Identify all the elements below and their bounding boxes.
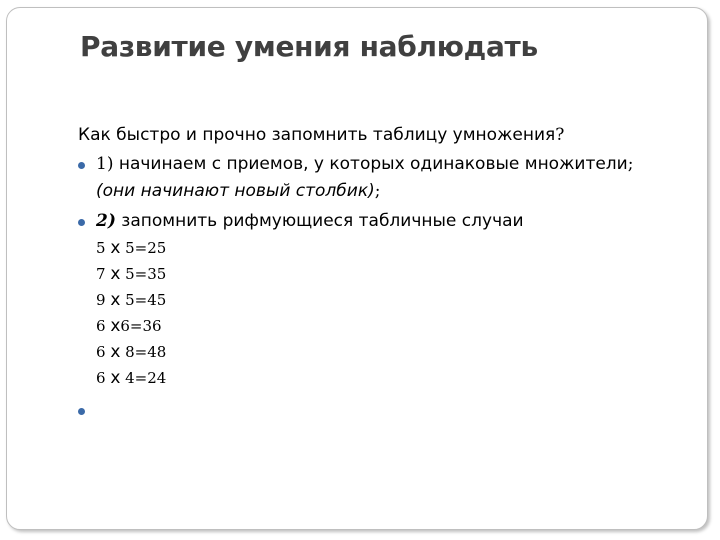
case-line bbox=[96, 287, 678, 313]
case-line bbox=[96, 235, 678, 261]
bullet-1-italic-note: (они начинают новый столбик) bbox=[96, 181, 375, 201]
case-factor-b: 5=45 bbox=[120, 291, 167, 309]
bullet-1-number: 1) bbox=[96, 154, 114, 174]
bullet-1-text: начинаем с приемов, у которых одинаковые множители bbox=[118, 154, 628, 174]
intro-question-mark: ? bbox=[555, 125, 565, 145]
bullet-item-1 bbox=[78, 151, 678, 205]
case-factor-b: 5=25 bbox=[120, 239, 167, 257]
bullet-2-text: запомнить рифмующиеся табличные случаи bbox=[115, 211, 524, 231]
case-factor-a: 9 bbox=[96, 291, 111, 309]
case-factor-b: 6=36 bbox=[120, 317, 162, 335]
bullet-1-semicolon: ; bbox=[627, 154, 634, 174]
case-line bbox=[96, 261, 678, 287]
case-factor-b: 4=24 bbox=[120, 369, 167, 387]
rhyming-cases-list bbox=[78, 235, 678, 391]
case-factor-a: 6 bbox=[96, 343, 111, 361]
times-sign: х bbox=[110, 342, 121, 362]
case-factor-b: 8=48 bbox=[120, 343, 167, 361]
times-sign: х bbox=[110, 264, 121, 284]
case-line bbox=[96, 365, 678, 391]
case-factor-a: 5 bbox=[96, 239, 111, 257]
bullet-dot-icon bbox=[78, 408, 85, 415]
case-line bbox=[96, 313, 678, 339]
intro-paragraph bbox=[78, 122, 678, 149]
case-factor-a: 6 bbox=[96, 317, 111, 335]
times-sign: х bbox=[110, 368, 121, 388]
case-factor-a: 6 bbox=[96, 369, 111, 387]
bullet-2-number: 2) bbox=[96, 211, 116, 231]
times-sign: х bbox=[110, 238, 121, 258]
case-factor-a: 7 bbox=[96, 265, 111, 283]
intro-text: Как быстро и прочно запомнить таблицу умножения bbox=[78, 125, 556, 145]
case-line bbox=[96, 339, 678, 365]
bullet-dot-icon bbox=[78, 219, 85, 226]
bullet-1-end: ; bbox=[374, 181, 381, 201]
slide-title: Развитие умения наблюдать bbox=[80, 30, 538, 63]
bullet-item-2 bbox=[78, 208, 678, 235]
case-factor-b: 5=35 bbox=[120, 265, 167, 283]
empty-bullet-item bbox=[78, 397, 678, 425]
times-sign: х bbox=[110, 290, 121, 310]
times-sign: х bbox=[110, 316, 121, 336]
slide-body bbox=[78, 122, 678, 425]
bullet-dot-icon bbox=[78, 162, 85, 169]
